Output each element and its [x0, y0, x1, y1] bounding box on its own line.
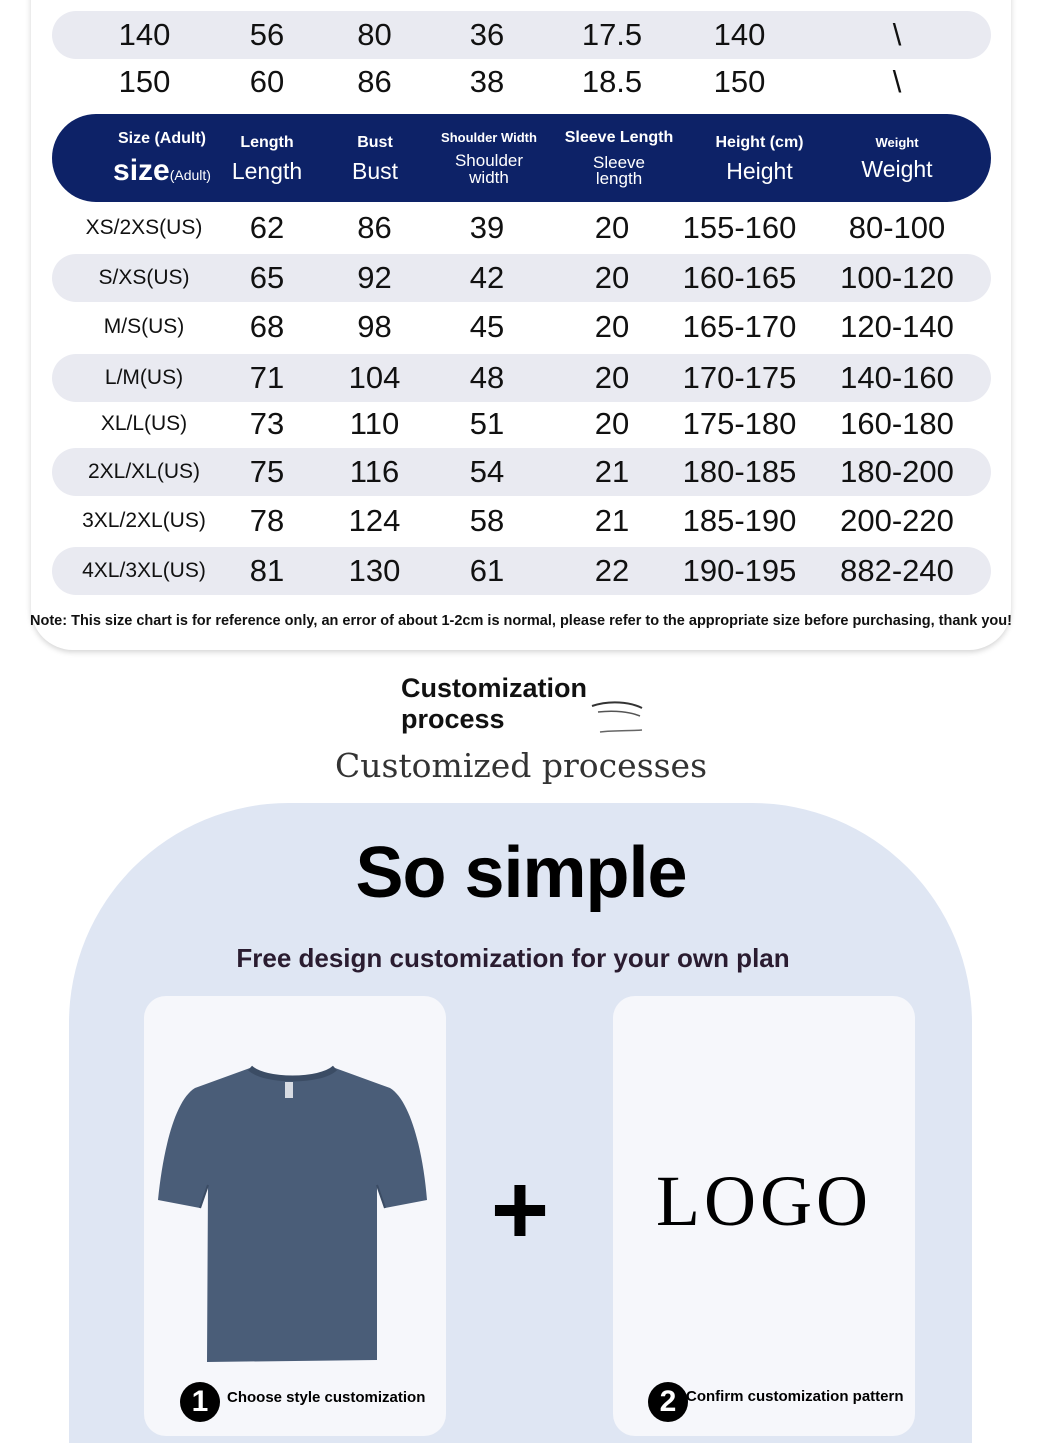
step-number-2: 2 [648, 1382, 688, 1422]
cell-length: 56 [249, 17, 285, 52]
cell-weight: \ [892, 17, 902, 52]
logo-placeholder: LOGO [656, 1161, 872, 1241]
cell-weight: 120-140 [840, 309, 954, 344]
size-note: Note: This size chart is for reference only, an error of about 1-2cm is normal, please refer to the appropriate size before purchasing, thank you! [30, 613, 1012, 629]
table-row [52, 497, 991, 545]
cell-length: 73 [249, 406, 285, 441]
cell-bust: 116 [349, 454, 400, 489]
table-row [52, 354, 991, 402]
cell-bust: 86 [357, 64, 392, 99]
header-shoulder-en: Shoulder Width [441, 130, 537, 146]
cell-weight: 100-120 [840, 260, 954, 295]
cell-bust: 86 [357, 210, 392, 245]
cell-size: S/XS(US) [98, 266, 190, 289]
cell-sleeve: 22 [594, 553, 630, 588]
cell-length: 81 [249, 553, 285, 588]
header-height-en: Height (cm) [715, 133, 804, 151]
table-row [52, 58, 991, 106]
cell-weight: \ [892, 64, 902, 99]
header-height-big: Height [726, 157, 793, 184]
header-bust-en: Bust [357, 133, 393, 151]
plus-sign: + [490, 1154, 550, 1266]
header-sleeve-big-1: Sleeve [593, 152, 645, 172]
cell-shoulder: 36 [469, 17, 505, 52]
header-weight-en: Weight [875, 135, 919, 150]
header-sleeve [554, 114, 684, 202]
table-row [52, 204, 991, 252]
header-length-en: Length [240, 133, 294, 151]
cell-length: 78 [249, 503, 285, 538]
cell-length: 68 [249, 309, 285, 344]
cell-length: 62 [249, 210, 285, 245]
cell-sleeve: 20 [594, 406, 630, 441]
cell-sleeve: 20 [594, 360, 630, 395]
cell-sleeve: 18.5 [581, 64, 643, 99]
cell-bust: 92 [357, 260, 392, 295]
size-table-header [52, 114, 991, 202]
cell-height: 170-175 [682, 360, 797, 395]
cell-height: 140 [713, 17, 766, 52]
header-size [92, 114, 232, 202]
header-length [222, 114, 312, 202]
header-size-en: Size (Adult) [118, 130, 206, 147]
cell-shoulder: 42 [469, 260, 505, 295]
step-label-2: Confirm customization pattern [686, 1388, 904, 1405]
step-label-1: Choose style customization [227, 1389, 426, 1406]
cell-size: L/M(US) [104, 366, 184, 389]
cell-sleeve: 17.5 [581, 17, 643, 52]
cell-length: 71 [249, 360, 285, 395]
header-shoulder [429, 114, 549, 202]
cell-height: 150 [713, 64, 766, 99]
header-shoulder-big-2: width [469, 167, 509, 187]
cell-shoulder: 51 [469, 406, 505, 441]
cell-bust: 130 [348, 553, 401, 588]
cell-shoulder: 39 [469, 210, 505, 245]
cell-bust: 104 [348, 360, 401, 395]
cell-weight: 180-200 [840, 454, 954, 489]
cell-shoulder: 45 [469, 309, 505, 344]
table-row [52, 547, 991, 595]
cell-bust: 80 [357, 17, 392, 52]
cell-height: 155-160 [682, 210, 797, 245]
cell-size: XL/L(US) [100, 412, 188, 435]
header-weight [837, 114, 957, 202]
cell-shoulder: 54 [469, 454, 505, 489]
cell-size: 140 [118, 17, 171, 52]
cell-bust: 98 [357, 309, 392, 344]
cell-sleeve: 21 [594, 454, 630, 489]
cell-height: 165-170 [682, 309, 797, 344]
cell-size: 2XL/XL(US) [87, 460, 201, 483]
cell-weight: 882-240 [840, 553, 954, 588]
header-sleeve-big-2: length [595, 169, 643, 188]
header-size-big: size [113, 154, 170, 187]
header-shoulder-big-1: Shoulder [454, 151, 524, 171]
cell-sleeve: 20 [594, 260, 630, 295]
cell-size: 4XL/3XL(US) [82, 559, 206, 582]
cell-weight: 80-100 [848, 210, 946, 245]
cell-sleeve: 20 [594, 309, 630, 344]
swoosh-decoration [590, 688, 650, 738]
cell-shoulder: 58 [469, 503, 505, 538]
tshirt-icon [155, 1060, 430, 1370]
promo-headline: So simple [355, 833, 687, 913]
header-bust [330, 114, 420, 202]
cell-shoulder: 38 [469, 64, 505, 99]
cell-weight: 140-160 [840, 360, 954, 395]
promo-tagline: Free design customization for your own plan [236, 943, 790, 973]
cell-shoulder: 48 [469, 360, 505, 395]
header-bust-big: Bust [351, 157, 399, 184]
cell-size: M/S(US) [103, 315, 185, 338]
customization-title: Customization process [401, 673, 587, 734]
header-sleeve-en: Sleeve Length [564, 128, 674, 146]
cell-size: 150 [118, 64, 171, 99]
table-row [52, 448, 991, 496]
customization-subtitle: Customized processes [334, 746, 708, 785]
header-height [692, 114, 827, 202]
cell-sleeve: 20 [594, 210, 630, 245]
header-weight-big: Weight [861, 156, 933, 182]
cell-size: 3XL/2XL(US) [82, 509, 206, 532]
cell-bust: 124 [348, 503, 401, 538]
cell-height: 185-190 [682, 503, 797, 538]
table-row [52, 11, 991, 59]
cell-length: 65 [249, 260, 285, 295]
cell-length: 75 [249, 454, 285, 489]
cell-length: 60 [249, 64, 285, 99]
header-length-big: Length [231, 157, 303, 184]
cell-size: XS/2XS(US) [85, 216, 203, 239]
header-size-sub: (Adult) [169, 167, 211, 183]
cell-shoulder: 61 [469, 553, 505, 588]
cell-height: 160-165 [682, 260, 797, 295]
cell-height: 175-180 [682, 406, 797, 441]
step-number-1: 1 [180, 1382, 220, 1422]
table-row [52, 254, 991, 302]
cell-bust: 110 [349, 406, 400, 441]
cell-height: 180-185 [682, 454, 797, 489]
cell-weight: 200-220 [840, 503, 954, 538]
cell-weight: 160-180 [840, 406, 954, 441]
cell-sleeve: 21 [594, 503, 630, 538]
table-row [52, 400, 991, 448]
cell-height: 190-195 [682, 553, 797, 588]
table-row [52, 303, 991, 351]
